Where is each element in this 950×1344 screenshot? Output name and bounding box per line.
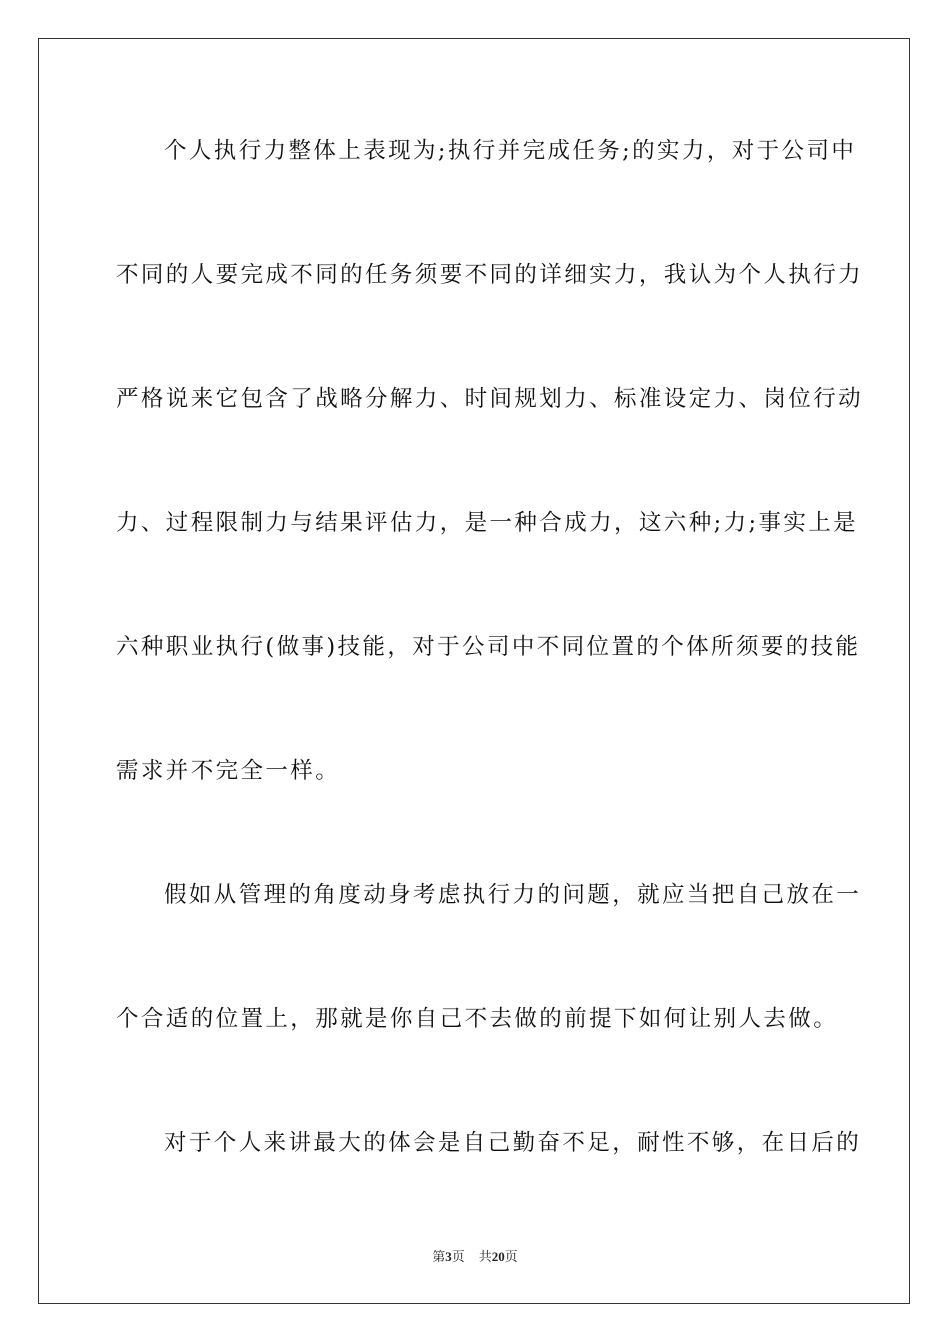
page-number: 3 <box>445 1249 452 1264</box>
paragraph-line: 假如从管理的角度动身考虑执行力的问题，就应当把自己放在一 <box>164 882 862 908</box>
total-prefix: 共 <box>478 1249 492 1264</box>
paragraph-line: 个合适的位置上，那就是你自己不去做的前提下如何让别人去做。 <box>116 1006 839 1032</box>
paragraph-line: 个人执行力整体上表现为;执行并完成任务;的实力，对于公司中 <box>164 138 857 164</box>
paragraph-line: 严格说来它包含了战略分解力、时间规划力、标准设定力、岗位行动 <box>116 386 864 412</box>
page-suffix: 页 <box>451 1249 465 1264</box>
paragraph-line: 六种职业执行(做事)技能，对于公司中不同位置的个体所须要的技能 <box>116 634 861 660</box>
page-border <box>38 38 910 1304</box>
total-suffix: 页 <box>504 1249 518 1264</box>
page-prefix: 第 <box>432 1249 446 1264</box>
page-footer <box>0 1246 950 1265</box>
total-pages: 20 <box>491 1249 505 1264</box>
paragraph-line: 对于个人来讲最大的体会是自己勤奋不足，耐性不够，在日后的 <box>164 1130 862 1156</box>
paragraph-line: 不同的人要完成不同的任务须要不同的详细实力，我认为个人执行力 <box>116 262 864 288</box>
paragraph-line: 力、过程限制力与结果评估力，是一种合成力，这六种;力;事实上是 <box>116 510 859 536</box>
paragraph-line: 需求并不完全一样。 <box>116 758 341 784</box>
